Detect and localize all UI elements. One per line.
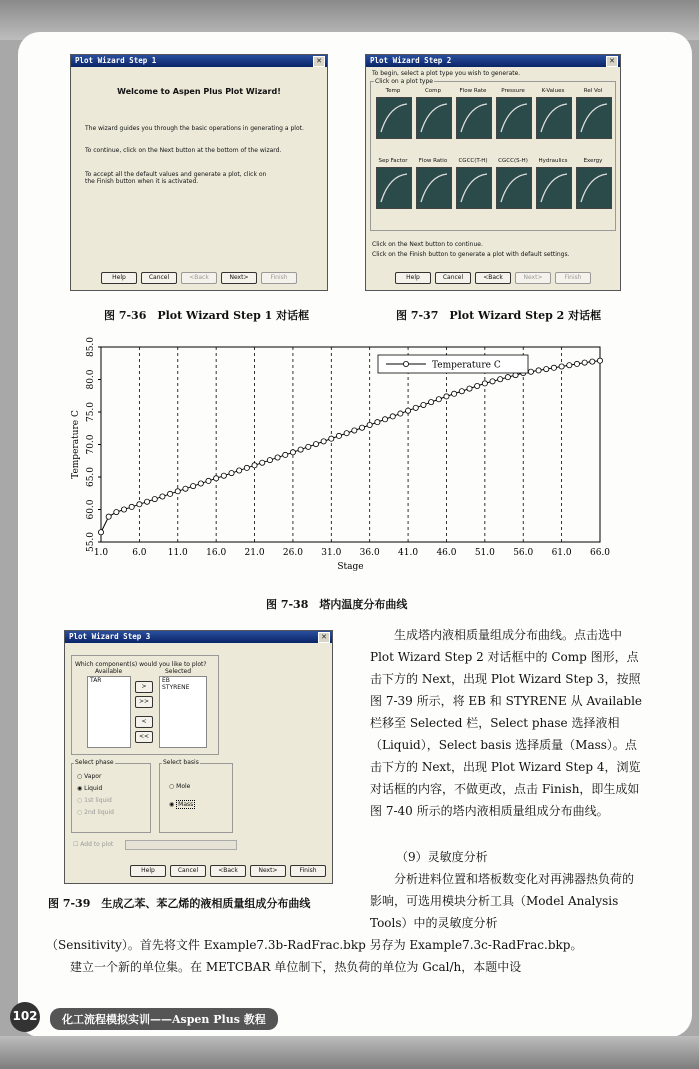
x-tick-label: 61.0 (551, 548, 572, 558)
plot-type-group-label: Click on a plot type (375, 78, 433, 85)
data-point (551, 365, 556, 370)
next-button[interactable]: Next> (221, 272, 257, 284)
phase-2nd-liquid-label: 2nd liquid (84, 809, 114, 816)
data-point (183, 486, 188, 491)
x-tick-label: 31.0 (321, 548, 342, 558)
scan-bottom-border (0, 1036, 699, 1069)
add-to-plot-label: Add to plot (80, 841, 114, 848)
plot-type-label: Hydraulics (538, 158, 568, 164)
paragraph-plot-steps: 生成塔内液相质量组成分布曲线。点击选中 Plot Wizard Step 2 对话框中的 Comp 图形，点击下方的 Next，出现 Plot Wizard Step 3，按照图 7-39 所示，将 EB 和 STYRENE 从 Available 栏移至 Selected 栏，Select phase 选择液相（Liquid），Select basis 选择质量（Mass）。点击下方的 Next，出现 Plot Wizard Step 4，浏览对话框的内容，不做更改，点击 Finish，即生成如图 7-40 所示的塔内液相质量组成分布曲线。 (370, 628, 643, 818)
data-point (321, 439, 326, 444)
move-all-left-button[interactable]: << (135, 731, 153, 743)
phase-option-1st-liquid[interactable]: ○ 1st liquid (77, 797, 112, 804)
data-point (121, 507, 126, 512)
plot-type-label: Flow Ratio (418, 158, 448, 164)
paragraph-sensitivity: 分析进料位置和塔板数变化对再沸器热负荷的影响，可选用模块分析工具（Model Analysis Tools）中的灵敏度分析 (370, 872, 635, 930)
move-all-right-button[interactable]: >> (135, 696, 153, 708)
close-icon[interactable]: ✕ (313, 56, 325, 67)
plot-type-label: Comp (424, 88, 442, 94)
next-button[interactable]: Next> (515, 272, 551, 284)
x-axis-label: Stage (337, 562, 364, 572)
data-point (175, 489, 180, 494)
move-left-button[interactable]: < (135, 716, 153, 728)
x-tick-label: 26.0 (282, 548, 303, 558)
data-point (559, 364, 564, 369)
data-point (359, 425, 364, 430)
plot-wizard-step1-dialog (70, 54, 328, 291)
finish-button[interactable]: Finish (261, 272, 297, 284)
data-point (482, 381, 487, 386)
dialog1-heading: Welcome to Aspen Plus Plot Wizard! (117, 87, 281, 96)
data-point (429, 400, 434, 405)
back-button[interactable]: <Back (181, 272, 217, 284)
y-tick-label: 70.0 (86, 434, 96, 455)
selected-item-eb[interactable]: EB (162, 677, 170, 684)
data-point (352, 428, 357, 433)
data-point (137, 502, 142, 507)
available-list[interactable] (87, 676, 131, 748)
phase-vapor-label: Vapor (84, 773, 102, 780)
data-point (567, 363, 572, 368)
data-point (536, 368, 541, 373)
data-point (152, 497, 157, 502)
x-tick-label: 36.0 (359, 548, 380, 558)
y-tick-label: 85.0 (86, 337, 96, 358)
data-point (382, 417, 387, 422)
data-point (229, 471, 234, 476)
legend-label: Temperature C (432, 360, 501, 371)
temperature-profile-chart (68, 337, 648, 587)
data-point (114, 510, 119, 515)
data-point (574, 361, 579, 366)
data-point (375, 420, 380, 425)
data-point (160, 494, 165, 499)
selected-label: Selected (165, 668, 192, 675)
data-point (221, 473, 226, 478)
data-point (252, 463, 257, 468)
data-point (298, 447, 303, 452)
x-tick-label: 21.0 (244, 548, 265, 558)
dialog1-titlebar: Plot Wizard Step 1 (71, 55, 327, 67)
data-point (260, 460, 265, 465)
figure-7-38-caption: 图 7-38 塔内温度分布曲线 (266, 598, 408, 611)
selected-item-styrene[interactable]: STYRENE (162, 684, 190, 691)
cancel-button[interactable]: Cancel (141, 272, 177, 284)
dialog2-intro: To begin, select a plot type you wish to generate. (372, 70, 521, 77)
basis-option-mass[interactable]: ◉ Mass (169, 801, 194, 808)
add-to-plot-checkbox[interactable]: ☐ Add to plot (73, 841, 114, 848)
plot-type-thumbnail-sep-factor[interactable] (376, 167, 412, 209)
plot-type-label: Temp (385, 88, 401, 94)
dialog2-note1: Click on the Next button to continue. (372, 241, 483, 248)
data-point (275, 455, 280, 460)
plot-type-thumbnail-cgcc-s-h-[interactable] (496, 167, 532, 209)
y-axis-label: Temperature C (71, 410, 81, 479)
plot-type-label: K-Values (541, 88, 565, 94)
dialog1-button-row (71, 272, 327, 284)
dialog3-button-row (65, 865, 332, 877)
data-point (267, 458, 272, 463)
data-point (398, 411, 403, 416)
legend-marker (403, 361, 408, 366)
data-point (198, 481, 203, 486)
plot-type-label: Exergy (583, 158, 603, 164)
data-point (191, 484, 196, 489)
data-point (214, 476, 219, 481)
dialog1-line3: To accept all the default values and generate a plot, click on the Finish button when it is activated. (85, 171, 267, 185)
plot-type-thumbnail-comp[interactable] (416, 97, 452, 139)
data-point (452, 391, 457, 396)
x-tick-label: 51.0 (474, 548, 495, 558)
component-question: Which component(s) would you like to plot? (75, 661, 207, 668)
help-button[interactable]: Help (395, 272, 431, 284)
data-point (167, 491, 172, 496)
data-point (283, 452, 288, 457)
plot-wizard-step3-dialog (64, 630, 333, 884)
data-point (467, 386, 472, 391)
plot-type-label: Sep Factor (378, 158, 408, 164)
x-tick-label: 41.0 (398, 548, 419, 558)
plot-type-label: CGCC(T-H) (458, 158, 488, 164)
dialog1-line2: To continue, click on the Next button at the bottom of the wizard. (85, 147, 282, 154)
plot-type-thumbnail-exergy[interactable] (576, 167, 612, 209)
data-point (421, 402, 426, 407)
data-point (544, 367, 549, 372)
add-to-plot-dropdown[interactable] (125, 840, 237, 850)
basis-option-mole[interactable]: ○ Mole (169, 783, 191, 790)
plot-type-thumbnail-rel-vol[interactable] (576, 97, 612, 139)
dialog1-line1: The wizard guides you through the basic operations in generating a plot. (85, 125, 304, 132)
page-number: 102 (12, 1009, 38, 1023)
plot-type-thumbnail-cgcc-t-h-[interactable] (456, 167, 492, 209)
book-title: 化工流程模拟实训——Aspen Plus 教程 (50, 1008, 278, 1030)
dialog2-button-row (366, 272, 620, 284)
data-point (505, 375, 510, 380)
paragraph-unit-set: 建立一个新的单位集。在 METCBAR 单位制下，热负荷的单位为 Gcal/h，本题中设 (70, 960, 522, 974)
selected-list[interactable] (159, 676, 207, 748)
data-point (290, 450, 295, 455)
data-point (444, 394, 449, 399)
back-button[interactable]: <Back (475, 272, 511, 284)
data-point (367, 422, 372, 427)
data-point (597, 358, 602, 363)
y-tick-label: 80.0 (86, 369, 96, 390)
y-tick-label: 75.0 (86, 401, 96, 423)
data-point (436, 397, 441, 402)
data-point (475, 383, 480, 388)
close-icon[interactable]: ✕ (606, 56, 618, 67)
dialog3-titlebar: Plot Wizard Step 3 (65, 631, 332, 643)
data-point (390, 414, 395, 419)
data-point (582, 360, 587, 365)
x-tick-label: 11.0 (167, 548, 188, 558)
data-point (129, 504, 134, 509)
data-point (313, 442, 318, 447)
data-point (413, 405, 418, 410)
data-point (106, 514, 111, 519)
y-tick-label: 60.0 (86, 499, 96, 520)
plot-type-thumbnail-flow-rate[interactable] (456, 97, 492, 139)
data-point (244, 465, 249, 470)
data-point (336, 433, 341, 438)
figure-7-37-caption: 图 7-37 Plot Wizard Step 2 对话框 (396, 309, 602, 322)
finish-button[interactable]: Finish (555, 272, 591, 284)
plot-type-thumbnail-flow-ratio[interactable] (416, 167, 452, 209)
close-icon[interactable]: ✕ (318, 632, 330, 643)
data-point (329, 436, 334, 441)
basis-group (159, 763, 233, 833)
data-point (490, 379, 495, 384)
data-point (206, 478, 211, 483)
plot-type-thumbnail-k-values[interactable] (536, 97, 572, 139)
data-point (528, 369, 533, 374)
cancel-button[interactable]: Cancel (435, 272, 471, 284)
finish-button[interactable]: Finish (290, 865, 326, 877)
data-point (590, 359, 595, 364)
data-point (344, 431, 349, 436)
plot-type-label: Rel Vol (583, 88, 603, 94)
y-tick-label: 55.0 (86, 531, 96, 553)
phase-option-vapor[interactable]: ○ Vapor (77, 773, 102, 780)
available-label: Available (95, 668, 123, 675)
phase-1st-liquid-label: 1st liquid (84, 797, 112, 804)
data-point (144, 499, 149, 504)
plot-type-thumbnail-pressure[interactable] (496, 97, 532, 139)
x-tick-label: 1.0 (93, 548, 109, 558)
plot-type-thumbnail-temp[interactable] (376, 97, 412, 139)
plot-type-label: Pressure (501, 88, 525, 94)
phase-option-2nd-liquid[interactable]: ○ 2nd liquid (77, 809, 114, 816)
x-tick-label: 56.0 (513, 548, 534, 558)
phase-label: Select phase (75, 759, 114, 766)
cancel-button[interactable]: Cancel (170, 865, 206, 877)
plot-type-label: CGCC(S-H) (498, 158, 528, 164)
x-tick-label: 16.0 (206, 548, 227, 558)
available-item-tar[interactable]: TAR (90, 677, 102, 684)
plot-wizard-step2-dialog (365, 54, 621, 291)
plot-type-label: Flow Rate (459, 88, 487, 94)
dialog2-note2: Click on the Finish button to generate a plot with default settings. (372, 251, 570, 258)
data-point (306, 444, 311, 449)
data-point (498, 377, 503, 382)
help-button[interactable]: Help (101, 272, 137, 284)
x-tick-label: 6.0 (132, 548, 147, 558)
back-button[interactable]: <Back (210, 865, 246, 877)
plot-frame (101, 347, 600, 542)
section-heading-sensitivity: （9）灵敏度分析 (396, 850, 488, 864)
phase-liquid-label: Liquid (84, 785, 103, 792)
data-point (405, 408, 410, 413)
help-button[interactable]: Help (130, 865, 166, 877)
plot-type-thumbnail-hydraulics[interactable] (536, 167, 572, 209)
y-tick-label: 65.0 (86, 466, 96, 488)
next-button[interactable]: Next> (250, 865, 286, 877)
move-right-button[interactable]: > (135, 681, 153, 693)
data-point (237, 468, 242, 473)
paragraph-save-as: （Sensitivity）。首先将文件 Example7.3b-RadFrac.bkp 另存为 Example7.3c-RadFrac.bkp。 (46, 938, 583, 952)
basis-mole-label: Mole (176, 783, 191, 790)
series-line-temperature (101, 361, 600, 533)
dialog2-titlebar: Plot Wizard Step 2 (366, 55, 620, 67)
basis-label: Select basis (163, 759, 199, 766)
figure-7-39-caption: 图 7-39 生成乙苯、苯乙烯的液相质量组成分布曲线 (48, 897, 311, 910)
x-tick-label: 66.0 (589, 548, 611, 558)
phase-option-liquid[interactable]: ◉ Liquid (77, 785, 103, 792)
figure-7-36-caption: 图 7-36 Plot Wizard Step 1 对话框 (104, 309, 310, 322)
x-tick-label: 46.0 (436, 548, 457, 558)
basis-mass-label: Mass (178, 801, 194, 808)
data-point (459, 389, 464, 394)
data-point (98, 530, 103, 535)
